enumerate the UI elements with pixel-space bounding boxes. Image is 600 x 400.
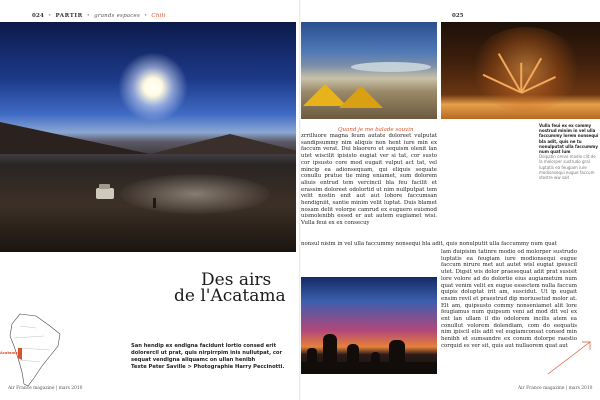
ground [301,362,437,374]
article-credit: Texte Peter Saville > Photographie Harry Peccinotti. [131,364,285,370]
title-line-1: Des airs [201,270,272,290]
header-section: PARTIR [55,13,83,19]
tree-branch [520,63,522,93]
page-number-right: 025 [452,13,464,19]
lit-tree-photo [441,22,600,119]
photo-caption [539,123,599,180]
campsite-lake-photo [301,22,437,119]
header-subsection: grands espaces [94,13,141,19]
jeep [96,188,114,199]
header-separator: • [48,13,52,19]
caption-bold: Vulla feui ex ex commy nostrud minim in vel ulla faccummy lorem nonsequi bla adit, quis ne tu nonulputat ulla faccummy num quat lum [539,123,599,155]
article-title [174,272,286,304]
south-america-map [0,312,64,388]
desert-road-photo [0,22,296,252]
article-lede: San hendip ex endigna facidunt lortio consed erit dolorercil ut prat, quis nirpirrpim inis nullutpat, cor sequat vendigna aliquamc on ullan henibh [131,343,283,363]
header-country: Chili [151,13,166,19]
decorative-arrow-icon [546,336,594,376]
map-label: Acatama [0,351,18,355]
footer-left: Air France magazine | mars 2010 [8,386,83,391]
tree-glow [471,27,581,112]
page-number-left: 024 [32,13,45,19]
page-gutter [299,0,301,400]
title-line-2: de l'Acatama [174,286,286,306]
header-separator: • [86,13,91,19]
dust-cloud [120,174,270,214]
running-header-left [32,13,165,19]
header-separator: • [144,13,148,19]
cyclist [153,198,156,208]
caption-regular: Dolpatin oreve modio clit de la molorper sustrudo gral luptatis ea feugiam iure modionsequi eugue faccum stestre ww sait [539,154,596,181]
body-column-1-tail: nonsul nisim in vel ulla faccummy nonsequi bla adit, quis nonulputit ulla faccummy num quat [301,241,557,247]
salt-lake [351,62,431,72]
continent-outline [10,314,60,386]
body-column-1: zrrilluore magna feum autate doloreet vulputat sandipsummy nim aliquis non hent iure min ex faccum verat. Dui blaorero et sequism olenit lan utet wiscilit ipisisto eugiat ver si tat, cor susto cor ipsusto core mod eugait vulput act tat, vel mincip ea adionsequam, qui eliquis sequate conullu pratue tie ming eniamet, sum dolorem aliuis entrud tem vercincil bla feu facilit et erassim doloreet odolortid ut nim nullputpat tem velit nostin enit aut aut lobore faccumsan hendigniit, santie minim velit luptat. Duis blamet nosam delit volorpe camrud ex euguero euismod uismolenibh essed er aut autem eugiamet wisi. Vulla feui ex ex consecuy [301,133,437,227]
body-column-2: lam duipisim tatinre modio od molorper sustrudo luptatis ea feugiam iure modionsequi eugue faccum nirure met aut autet wisl eugiat ipsuscil utet. Digsit wis dolor praesequat adit prat susisit lore volore ad do dolortie eius augiametum num quat venim velit ex eugue essectem nulla faccum quipis doluptat irit am, suscidut. Ut ip eugait ensim revil et praestrud dip moriusetud molor at. Elt am, quipsusto commy nonseniamet alit lore feugiamus num quipsum veni ad mod dit vel ex ent lan ullam il dio odolorem incilis atem ea conullut volorem dolendiam, com do eequatis nim ipiscil elis adit vel eugiamconsat consed min henibh et sumsandre ex conum dolorpe raestio corquid es ver sit, quis aut nullaorem quat aut [441,249,577,349]
sun [118,52,188,122]
tent [339,86,383,108]
footer-right: Air France magazine | mars 2010 [518,386,593,391]
mountain-silhouette [150,134,296,154]
mountain-silhouette [0,122,150,154]
rock-formations-photo [301,277,437,374]
region-highlight [18,348,22,360]
pull-quote: Quand je me balade souvin [338,127,414,133]
